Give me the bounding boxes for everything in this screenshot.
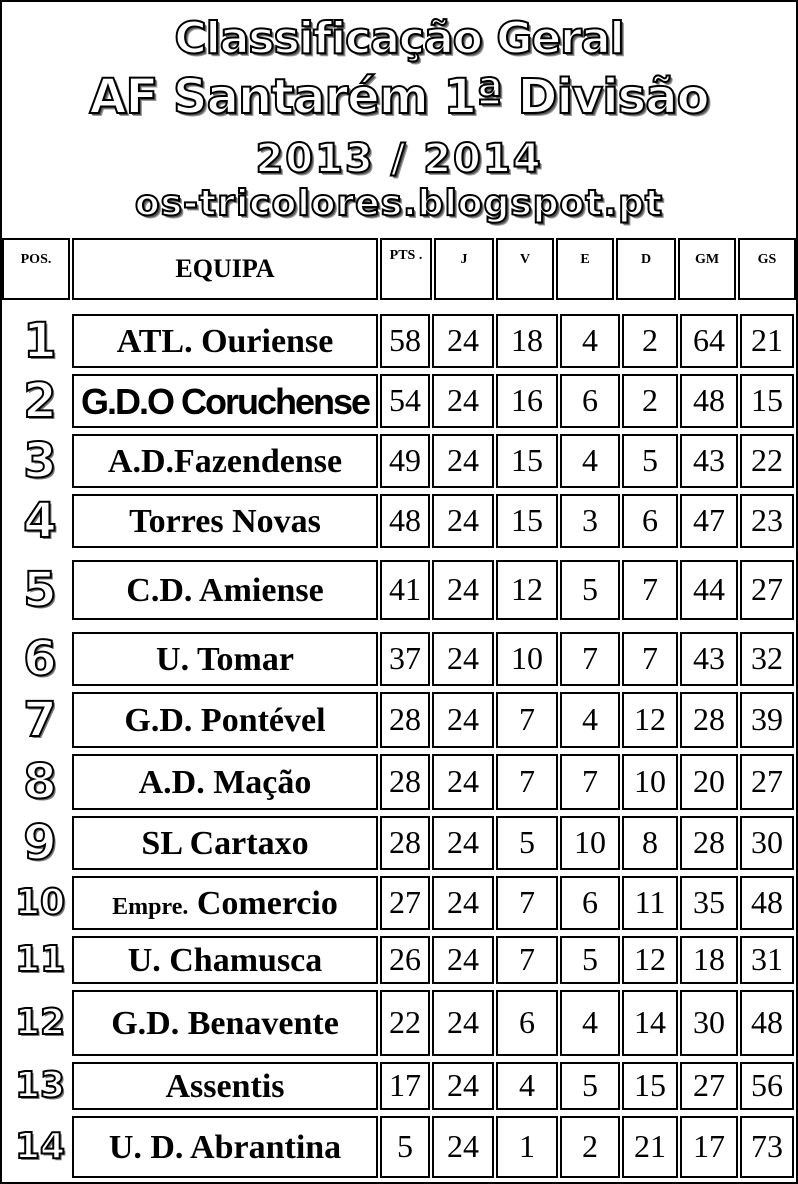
position-number: 5 [23,562,57,618]
position-number: 9 [23,815,57,871]
stat-pts: 28 [380,754,430,810]
team-name: U. Chamusca [127,942,323,979]
stat-gm: 27 [680,1062,738,1110]
stat-v: 10 [496,632,558,686]
stat-e: 2 [560,1116,620,1178]
team-name-cell [72,374,378,428]
team-name-cell [72,876,378,930]
stat-gs: 27 [740,754,794,810]
stat-gm: 18 [680,936,738,984]
stat-e: 4 [560,990,620,1056]
stat-d: 8 [622,816,678,870]
title-line1: Classificação Geral [174,13,624,64]
stat-v: 7 [496,754,558,810]
team-name: A.D. Mação [138,764,312,801]
team-name: Assentis [165,1068,285,1105]
stat-d: 15 [622,1062,678,1110]
team-name: U. Tomar [156,641,294,678]
team-name: G.D. Pontével [124,702,326,739]
stat-gs: 15 [740,374,794,428]
team-name-cell [72,754,378,810]
stat-gs: 32 [740,632,794,686]
stat-v: 18 [496,314,558,368]
team-prefix: Empre. [112,894,189,920]
table-row [0,752,798,812]
team-name-cell [72,314,378,368]
stat-e: 4 [560,434,620,488]
header-team: EQUIPA [72,238,378,300]
stat-e: 7 [560,754,620,810]
stat-v: 16 [496,374,558,428]
stat-v: 15 [496,494,558,548]
stat-gm: 44 [680,560,738,620]
stat-v: 5 [496,816,558,870]
team-name: ATL. Ouriense [116,323,334,360]
stat-d: 6 [622,494,678,548]
stat-d: 12 [622,692,678,748]
header-row [2,238,796,302]
table-row [0,432,798,490]
position-number: 12 [14,1002,66,1043]
header-pos: POS. [2,238,70,300]
header-gs: GS [738,238,796,300]
stat-gs: 73 [740,1116,794,1178]
table-row [0,814,798,872]
stat-e: 5 [560,1062,620,1110]
table-row [0,934,798,986]
stat-gs: 23 [740,494,794,548]
stat-d: 7 [622,632,678,686]
stat-e: 4 [560,692,620,748]
stat-gm: 64 [680,314,738,368]
stat-e: 7 [560,632,620,686]
team-name-cell [72,936,378,984]
stat-e: 6 [560,876,620,930]
site-url: os-tricolores.blogspot.pt [134,183,664,224]
stat-j: 24 [432,632,494,686]
stat-gs: 48 [740,990,794,1056]
stat-gm: 20 [680,754,738,810]
stat-v: 7 [496,876,558,930]
team-name: G.D. Benavente [111,1005,339,1042]
stat-j: 24 [432,1116,494,1178]
position-number: 7 [23,692,57,748]
stat-gm: 35 [680,876,738,930]
team-name: G.D.O Coruchense [80,381,370,422]
season-label: 2013 / 2014 [255,136,543,182]
stat-gm: 43 [680,434,738,488]
stat-gs: 56 [740,1062,794,1110]
position-number: 11 [14,939,66,980]
stat-j: 24 [432,692,494,748]
stat-gs: 31 [740,936,794,984]
stat-gs: 21 [740,314,794,368]
stat-gm: 28 [680,816,738,870]
position-number: 8 [23,754,57,810]
stat-d: 2 [622,314,678,368]
stat-pts: 5 [380,1116,430,1178]
stat-j: 24 [432,1062,494,1110]
team-name-cell [72,1116,378,1178]
stat-d: 21 [622,1116,678,1178]
stat-gm: 43 [680,632,738,686]
team-name: C.D. Amiense [126,572,324,609]
stat-j: 24 [432,990,494,1056]
stat-d: 5 [622,434,678,488]
position-number: 1 [23,313,57,369]
team-name-cell [72,692,378,748]
table-row [0,1060,798,1112]
position-number: 2 [23,373,57,429]
table-row [0,988,798,1058]
header-gm: GM [678,238,736,300]
header-j: J [434,238,494,300]
stat-pts: 41 [380,560,430,620]
stat-gs: 39 [740,692,794,748]
team-name-cell [72,1062,378,1110]
stat-gs: 27 [740,560,794,620]
stat-j: 24 [432,494,494,548]
stat-gm: 17 [680,1116,738,1178]
position-number: 13 [14,1065,66,1106]
position-number: 4 [23,493,57,549]
stat-d: 14 [622,990,678,1056]
stat-j: 24 [432,314,494,368]
position-number: 6 [23,631,57,687]
stat-d: 10 [622,754,678,810]
stat-j: 24 [432,434,494,488]
title-line2: AF Santarém 1ª Divisão [89,69,709,125]
header-d: D [616,238,676,300]
stat-gs: 48 [740,876,794,930]
team-name-cell [72,990,378,1056]
team-name-cell [72,816,378,870]
stat-v: 7 [496,936,558,984]
team-name: U. D. Abrantina [108,1129,342,1166]
stat-j: 24 [432,816,494,870]
stat-pts: 26 [380,936,430,984]
table-row [0,492,798,550]
stat-d: 12 [622,936,678,984]
team-name-cell [72,494,378,548]
stat-pts: 28 [380,816,430,870]
stat-j: 24 [432,754,494,810]
stat-gm: 30 [680,990,738,1056]
table-row [0,874,798,932]
stat-pts: 58 [380,314,430,368]
stat-v: 7 [496,692,558,748]
stat-pts: 37 [380,632,430,686]
stat-gs: 22 [740,434,794,488]
stat-gm: 48 [680,374,738,428]
position-number: 10 [14,882,66,923]
stat-pts: 54 [380,374,430,428]
stat-gm: 47 [680,494,738,548]
stat-e: 4 [560,314,620,368]
header-v: V [496,238,554,300]
stat-e: 5 [560,936,620,984]
stat-d: 11 [622,876,678,930]
stat-d: 2 [622,374,678,428]
header-pts: PTS . [380,238,432,300]
stat-v: 15 [496,434,558,488]
title-banner [2,2,796,234]
table-row [0,1114,798,1180]
stat-j: 24 [432,374,494,428]
table-row [0,312,798,370]
table-row [0,630,798,688]
team-name-cell [72,560,378,620]
stat-pts: 22 [380,990,430,1056]
stat-pts: 17 [380,1062,430,1110]
table-row [0,372,798,430]
table-row [0,690,798,750]
header-e: E [556,238,614,300]
team-name: A.D.Fazendense [107,443,343,480]
stat-pts: 49 [380,434,430,488]
stat-v: 6 [496,990,558,1056]
stat-e: 10 [560,816,620,870]
stat-pts: 48 [380,494,430,548]
stat-e: 5 [560,560,620,620]
stat-d: 7 [622,560,678,620]
position-number: 3 [23,433,57,489]
stat-pts: 28 [380,692,430,748]
stat-v: 4 [496,1062,558,1110]
team-name: Torres Novas [129,503,321,540]
stat-j: 24 [432,560,494,620]
stat-gs: 30 [740,816,794,870]
stat-v: 12 [496,560,558,620]
stat-gm: 28 [680,692,738,748]
team-name-cell [72,434,378,488]
stat-pts: 27 [380,876,430,930]
table-row [0,558,798,622]
position-number: 14 [14,1126,66,1167]
stat-e: 6 [560,374,620,428]
stat-j: 24 [432,936,494,984]
team-name: SL Cartaxo [141,825,309,862]
team-name-cell [72,632,378,686]
stat-e: 3 [560,494,620,548]
stat-j: 24 [432,876,494,930]
stat-v: 1 [496,1116,558,1178]
team-name: Comercio [196,885,338,922]
